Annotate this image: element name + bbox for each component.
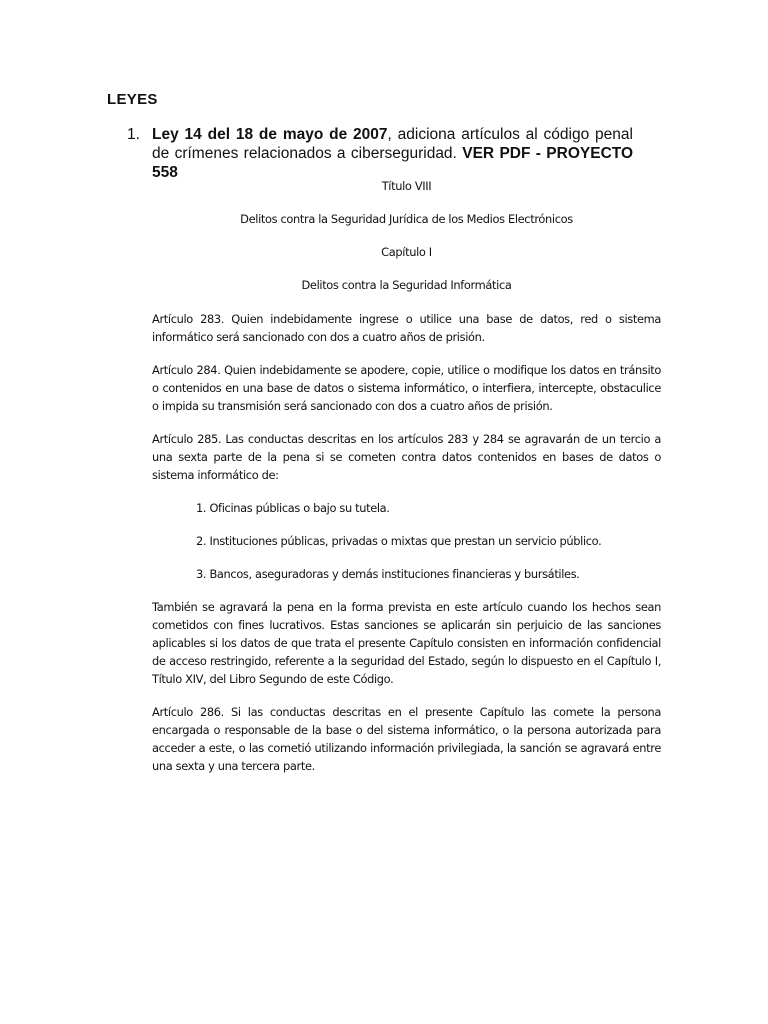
aggravation-paragraph: También se agravará la pena en la forma prevista en este artículo cuando los hechos sean cometidos con fines lucrativos. Estas sanciones se aplicarán sin perjuicio de las sanciones aplicables si los datos de que trata el presente Capítulo consisten en información confidencial de acceso restringido, referente a la seguridad del Estado, según lo dispuesto en el Capítulo I, Título XIV, del Libro Segundo de este Código. [152,600,661,686]
law-excerpt [152,177,661,775]
list-item: 2. Instituciones públicas, privadas o mixtas que prestan un servicio público. [196,534,602,548]
title-subheading: Delitos contra la Seguridad Jurídica de los Medios Electrónicos [240,212,573,226]
title-heading: Título VIII [381,179,432,193]
article-285: Artículo 285. Las conductas descritas en los artículos 283 y 284 se agravarán de un tercio a una sexta parte de la pena si se cometen contra datos contenidos en bases de datos o sistema informático de: [152,432,661,482]
law-list-item [127,125,633,182]
law-title: Ley 14 del 18 de mayo de 2007 [152,126,388,143]
law-description [152,125,633,182]
list-item: 1. Oficinas públicas o bajo su tutela. [196,501,390,515]
pdf-link[interactable]: VER PDF - PROYECTO 558 [152,145,634,181]
list-item: 3. Bancos, aseguradoras y demás instituciones financieras y bursátiles. [196,567,580,581]
article-286: Artículo 286. Si las conductas descritas en el presente Capítulo las comete la persona encargada o responsable de la base o del sistema informático, o la persona autorizada para acceder a este, o las cometió utilizando información privilegiada, la sanción se agravará entre una sexta y una tercera parte. [152,705,661,773]
law-summary: , adiciona artículos al código penal de crímenes relacionados a ciberseguridad. [152,126,633,162]
section-heading: LEYES [107,91,158,108]
article-283: Artículo 283. Quien indebidamente ingrese o utilice una base de datos, red o sistema informático será sancionado con dos a cuatro años de prisión. [152,312,661,344]
chapter-subheading: Delitos contra la Seguridad Informática [301,278,512,292]
chapter-heading: Capítulo I [381,245,432,259]
article-284: Artículo 284. Quien indebidamente se apodere, copie, utilice o modifique los datos en tránsito o contenidos en una base de datos o sistema informático, o interfiera, intercepte, obstaculice o impida su transmisión será sancionado con dos a cuatro años de prisión. [152,363,661,413]
list-number: 1. [127,126,140,143]
